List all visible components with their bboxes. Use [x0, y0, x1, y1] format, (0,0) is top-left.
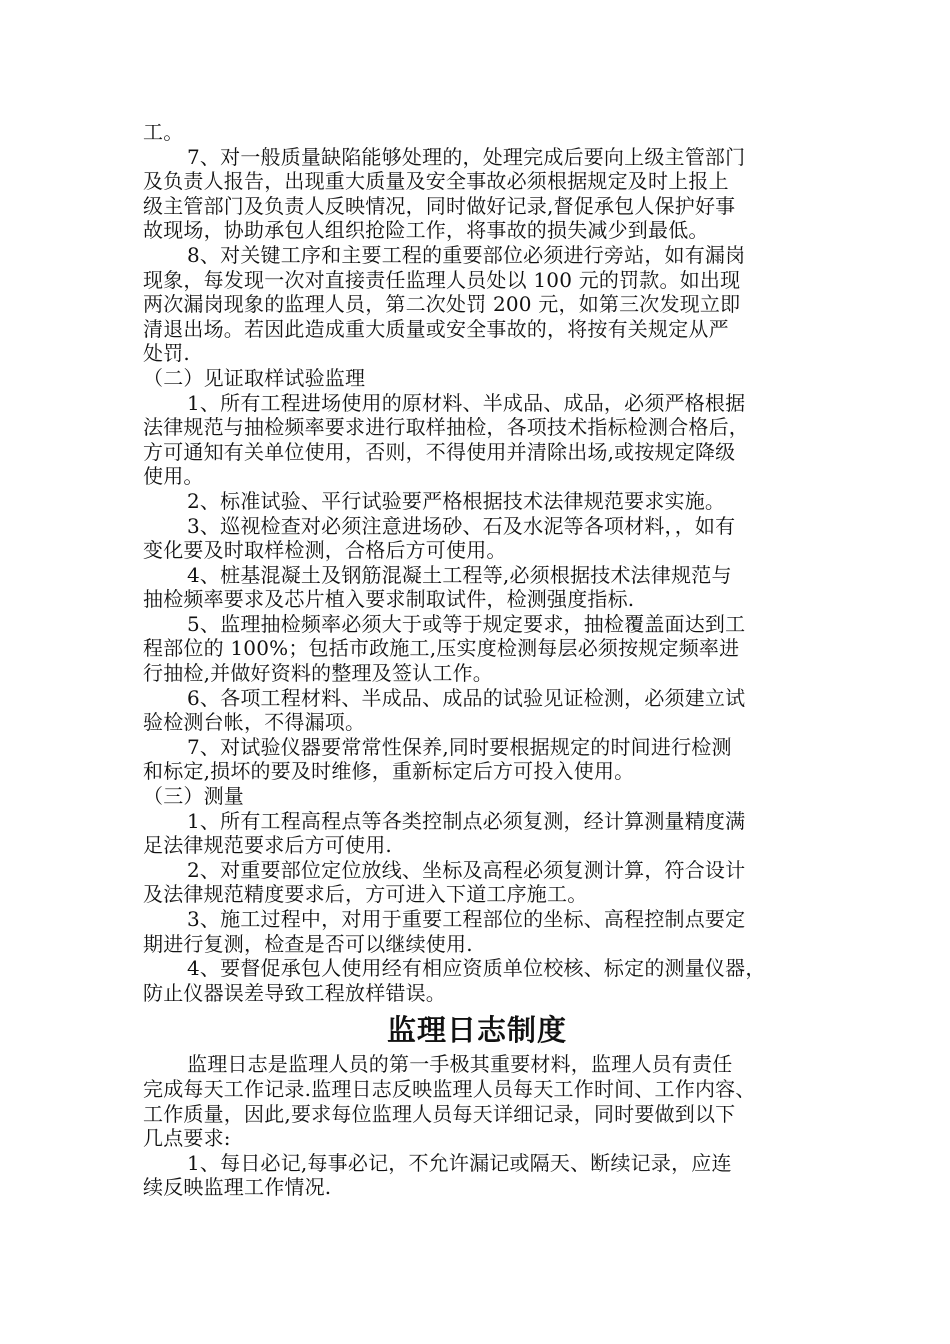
text-line: 法律规范与抽检频率要求进行取样抽检，各项技术指标检测合格后， — [143, 415, 749, 440]
text-line: 3、施工过程中，对用于重要工程部位的坐标、高程控制点要定 — [187, 907, 746, 931]
text-line: 程部位的 100%；包括市政施工,压实度检测每层必须按规定频率进 — [143, 636, 740, 661]
text-line: 4、桩基混凝土及钢筋混凝土工程等,必须根据技术法律规范与 — [187, 562, 732, 587]
text-line: 两次漏岗现象的监理人员，第二次处罚 200 元，如第三次发现立即 — [143, 292, 741, 317]
text-line: 2、标准试验、平行试验要严格根据技术法律规范要求实施。 — [187, 488, 726, 513]
text-line: （二）见证取样试验监理 — [143, 365, 366, 390]
text-line: 级主管部门及负责人反映情况，同时做好记录,督促承包人保护好事 — [143, 193, 736, 218]
text-line: 现象，每发现一次对直接责任监理人员处以 100 元的罚款。如出现 — [143, 267, 741, 292]
document-body — [143, 120, 811, 1200]
text-line: 工作质量，因此,要求每位监理人员每天详细记录，同时要做到以下 — [143, 1101, 736, 1126]
text-line: 1、所有工程进场使用的原材料、半成品、成品，必须严格根据 — [187, 390, 746, 415]
text-line: 防止仪器误差导致工程放样错误。 — [143, 980, 446, 1005]
text-line: 工。 — [143, 120, 184, 144]
text-line: 3、巡视检查对必须注意进场砂、石及水泥等各项材料，，如有 — [187, 513, 736, 538]
text-line: 清退出场。若因此造成重大质量或安全事故的，将按有关规定从严 — [143, 316, 729, 341]
text-line: 续反映监理工作情况. — [143, 1175, 332, 1200]
text-line: 使用。 — [143, 464, 204, 489]
text-line: 几点要求: — [143, 1126, 231, 1151]
text-line: 验检测台帐，不得漏项。 — [143, 710, 366, 735]
text-line: 处罚. — [143, 341, 190, 366]
text-line: 7、对一般质量缺陷能够处理的，处理完成后要向上级主管部门 — [187, 144, 746, 169]
text-line: 足法律规范要求后方可使用. — [143, 833, 392, 858]
text-line: 及负责人报告，出现重大质量及安全事故必须根据规定及时上报上 — [143, 169, 729, 194]
text-line: 和标定,损坏的要及时维修，重新标定后方可投入使用。 — [143, 759, 635, 784]
text-line: 变化要及时取样检测，合格后方可使用。 — [143, 538, 507, 563]
text-line: 及法律规范精度要求后，方可进入下道工序施工。 — [143, 882, 588, 907]
text-line: 2、对重要部位定位放线、坐标及高程必须复测计算，符合设计 — [187, 857, 746, 882]
text-line: 6、各项工程材料、半成品、成品的试验见证检测，必须建立试 — [187, 685, 746, 710]
text-line: 8、对关键工序和主要工程的重要部位必须进行旁站，如有漏岗 — [187, 242, 746, 267]
text-line: 故现场，协助承包人组织抢险工作，将事故的损失减少到最低。 — [143, 218, 709, 243]
text-line: 4、要督促承包人使用经有相应资质单位校核、标定的测量仪器， — [187, 956, 766, 981]
text-line: 抽检频率要求及芯片植入要求制取试件，检测强度指标. — [143, 587, 635, 612]
text-line: 5、监理抽检频率必须大于或等于规定要求，抽检覆盖面达到工 — [187, 611, 746, 636]
text-line: 方可通知有关单位使用，否则，不得使用并清除出场,或按规定降级 — [143, 439, 736, 464]
text-line: 期进行复测，检查是否可以继续使用. — [143, 931, 473, 956]
text-line: 1、每日必记,每事必记，不允许漏记或隔天、断续记录，应连 — [187, 1150, 732, 1175]
text-line: 监理日志是监理人员的第一手极其重要材料，监理人员有责任 — [187, 1052, 733, 1077]
text-line: 1、所有工程高程点等各类控制点必须复测，经计算测量精度满 — [187, 808, 746, 833]
text-line: 完成每天工作记录.监理日志反映监理人员每天工作时间、工作内容、 — [143, 1076, 756, 1101]
text-line: （三）测量 — [143, 784, 244, 809]
section-heading: 监理日志制度 — [386, 1013, 567, 1048]
text-line: 行抽检,并做好资料的整理及签认工作。 — [143, 661, 493, 686]
text-line: 7、对试验仪器要常常性保养,同时要根据规定的时间进行检测 — [187, 734, 732, 759]
